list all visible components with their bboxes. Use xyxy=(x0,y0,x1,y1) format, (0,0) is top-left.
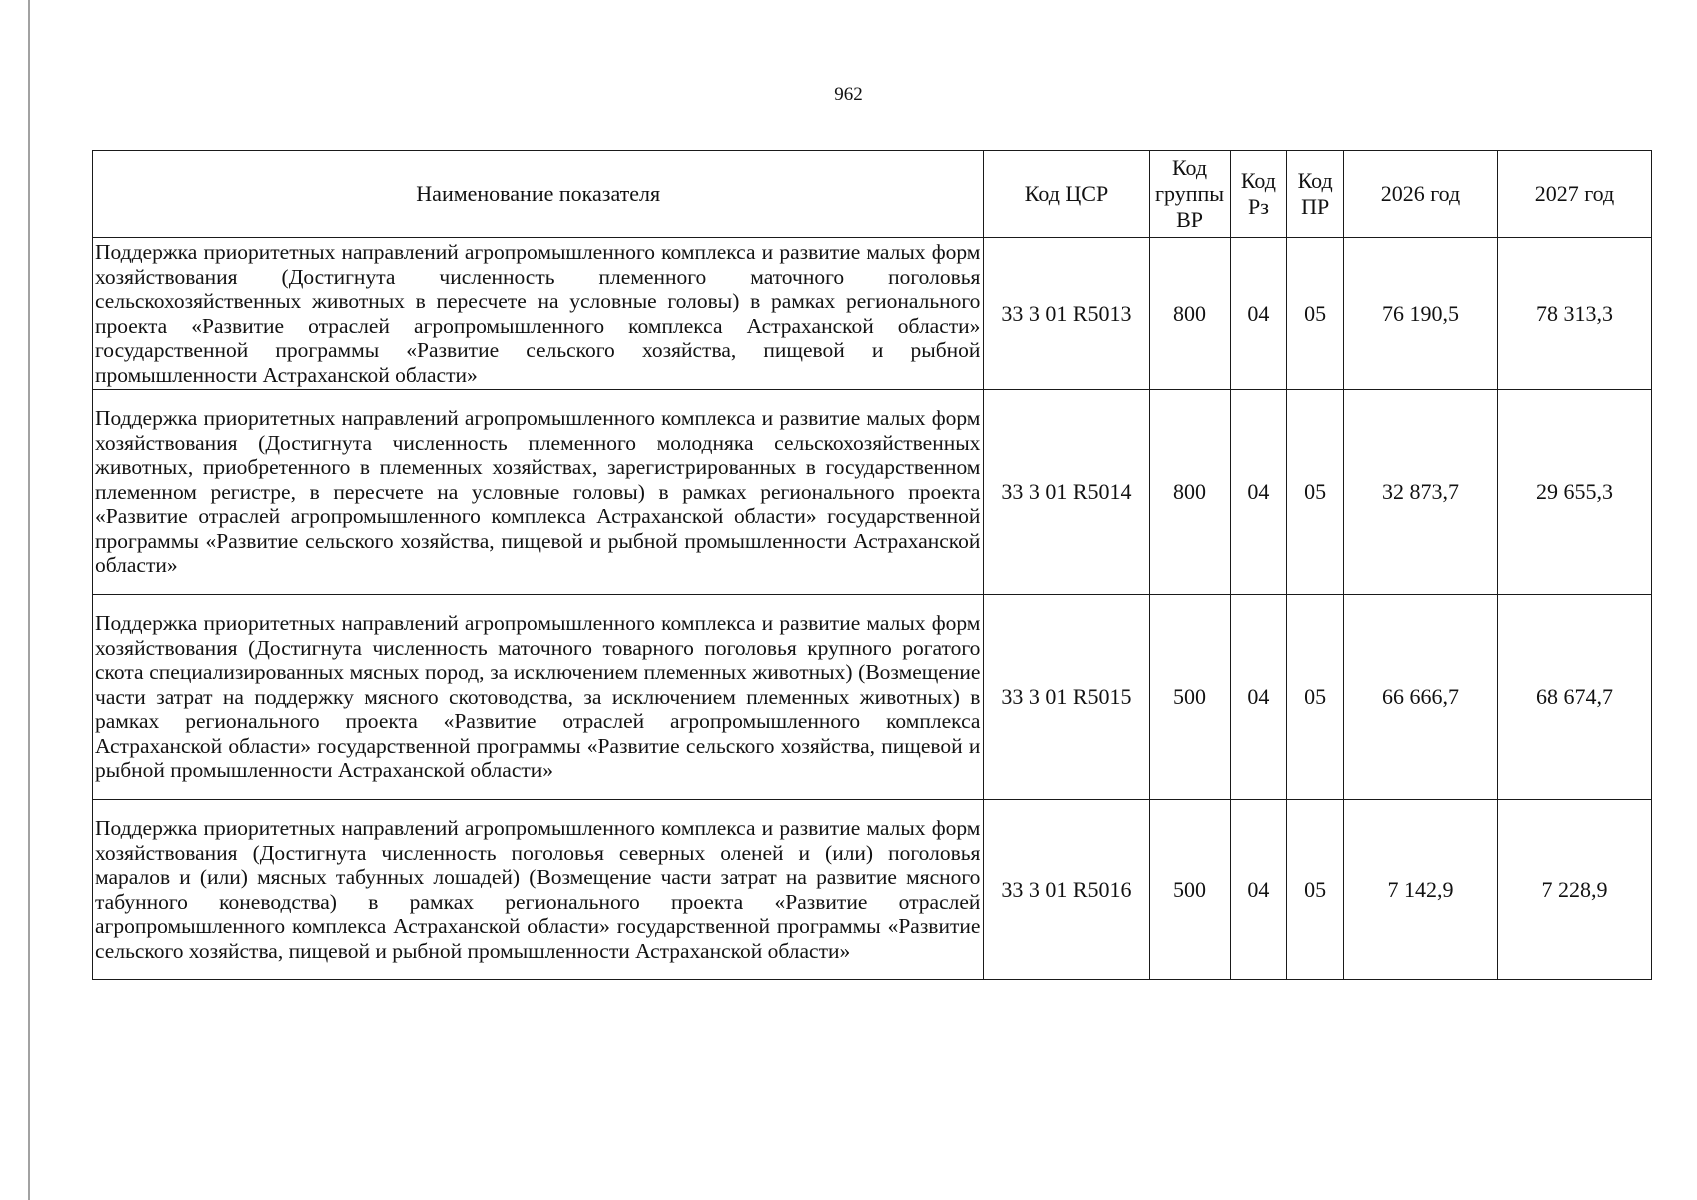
row-name-cell: Поддержка приоритетных направлений агропромышленного комплекса и развитие малых форм хозяйствования (Достигнута численность племенного молодняка сельскохозяйственных животных, приобретенного в племенных хозяйствах, зарегистрированных в государственном племенном регистре, в пересчете на условные головы) в рамках регионального проекта «Развитие отраслей агропромышленного комплекса Астраханской области» государственной программы «Развитие сельского хозяйства, пищевой и рыбной промышленности Астраханской области» xyxy=(93,390,984,595)
row-2027-cell: 68 674,7 xyxy=(1497,595,1651,800)
row-vr-cell: 500 xyxy=(1149,595,1230,800)
row-2026-cell: 7 142,9 xyxy=(1344,800,1498,980)
row-csr-cell: 33 3 01 R5014 xyxy=(984,390,1149,595)
row-vr-cell: 800 xyxy=(1149,390,1230,595)
row-rz-cell: 04 xyxy=(1230,238,1287,390)
row-pr-cell: 05 xyxy=(1287,595,1344,800)
row-2026-cell: 66 666,7 xyxy=(1344,595,1498,800)
row-2026-cell: 76 190,5 xyxy=(1344,238,1498,390)
header-vr-code: Код группы ВР xyxy=(1149,151,1230,238)
budget-table xyxy=(92,150,1652,980)
row-csr-cell: 33 3 01 R5015 xyxy=(984,595,1149,800)
header-csr-code: Код ЦСР xyxy=(984,151,1149,238)
row-rz-cell: 04 xyxy=(1230,595,1287,800)
binding-edge-line xyxy=(28,0,30,1200)
row-csr-cell: 33 3 01 R5016 xyxy=(984,800,1149,980)
header-year-2026: 2026 год xyxy=(1344,151,1498,238)
page-number: 962 xyxy=(834,84,863,105)
row-rz-cell: 04 xyxy=(1230,390,1287,595)
row-csr-cell: 33 3 01 R5013 xyxy=(984,238,1149,390)
table-row xyxy=(93,800,1652,980)
row-name-cell: Поддержка приоритетных направлений агропромышленного комплекса и развитие малых форм хозяйствования (Достигнута численность поголовья северных оленей и (или) поголовья маралов и (или) мясных табунных лошадей) (Возмещение части затрат на развитие мясного табунного коневодства) в рамках регионального проекта «Развитие отраслей агропромышленного комплекса Астраханской области» государственной программы «Развитие сельского хозяйства, пищевой и рыбной промышленности Астраханской области» xyxy=(93,800,984,980)
row-2027-cell: 78 313,3 xyxy=(1497,238,1651,390)
row-vr-cell: 500 xyxy=(1149,800,1230,980)
header-pr-code: Код ПР xyxy=(1287,151,1344,238)
row-2027-cell: 7 228,9 xyxy=(1497,800,1651,980)
header-name: Наименование показателя xyxy=(93,151,984,238)
header-year-2027: 2027 год xyxy=(1497,151,1651,238)
row-pr-cell: 05 xyxy=(1287,390,1344,595)
row-2027-cell: 29 655,3 xyxy=(1497,390,1651,595)
row-name-cell: Поддержка приоритетных направлений агропромышленного комплекса и развитие малых форм хозяйствования (Достигнута численность племенного маточного поголовья сельскохозяйственных животных в пересчете на условные головы) в рамках регионального проекта «Развитие отраслей агропромышленного комплекса Астраханской области» государственной программы «Развитие сельского хозяйства, пищевой и рыбной промышленности Астраханской области» xyxy=(93,238,984,390)
row-pr-cell: 05 xyxy=(1287,800,1344,980)
row-2026-cell: 32 873,7 xyxy=(1344,390,1498,595)
row-name-cell: Поддержка приоритетных направлений агропромышленного комплекса и развитие малых форм хозяйствования (Достигнута численность маточного товарного поголовья крупного рогатого скота специализированных мясных пород, за исключением племенных животных) (Возмещение части затрат на поддержку мясного скотоводства, за исключением племенных животных) в рамках регионального проекта «Развитие отраслей агропромышленного комплекса Астраханской области» государственной программы «Развитие сельского хозяйства, пищевой и рыбной промышленности Астраханской области» xyxy=(93,595,984,800)
table-row xyxy=(93,238,1652,390)
table-header-row xyxy=(93,151,1652,238)
table-row xyxy=(93,390,1652,595)
row-rz-cell: 04 xyxy=(1230,800,1287,980)
header-rz-code: Код Рз xyxy=(1230,151,1287,238)
table-row xyxy=(93,595,1652,800)
row-pr-cell: 05 xyxy=(1287,238,1344,390)
row-vr-cell: 800 xyxy=(1149,238,1230,390)
